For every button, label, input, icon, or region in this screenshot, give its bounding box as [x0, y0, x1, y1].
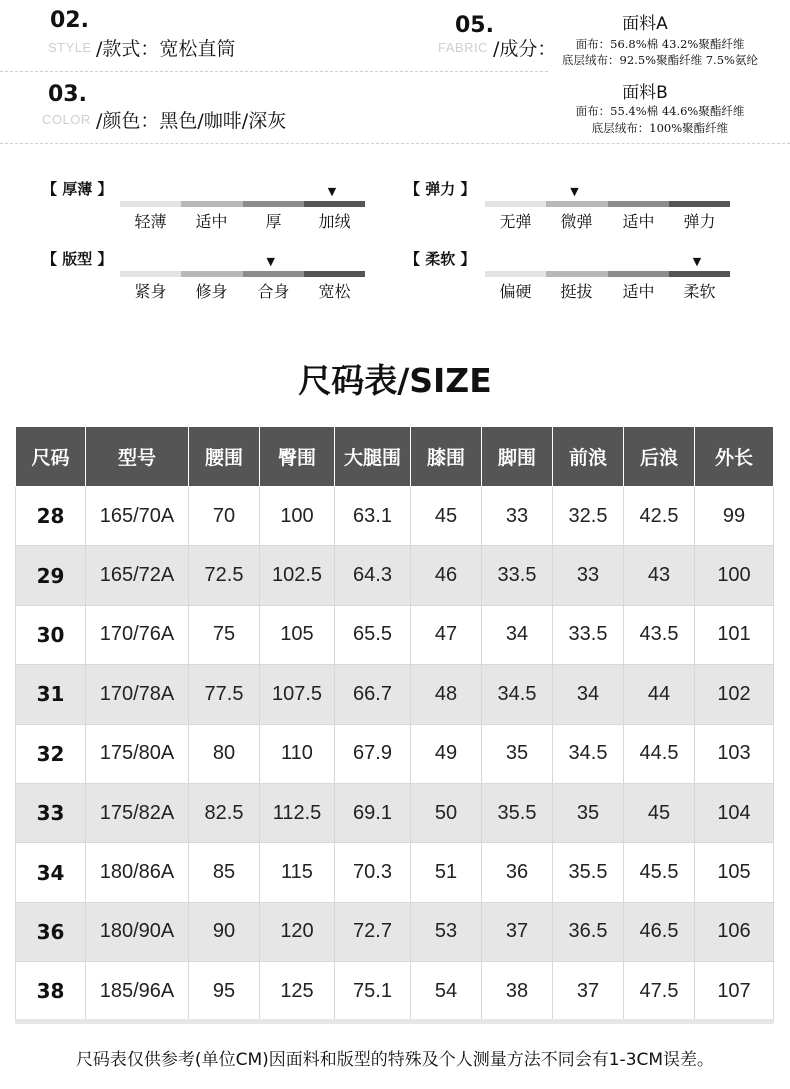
table-cell: 107.5: [260, 665, 335, 724]
size-cell: 28: [16, 487, 86, 546]
table-cell: 66.7: [335, 665, 411, 724]
table-cell: 35: [553, 783, 624, 842]
table-cell: 112.5: [260, 783, 335, 842]
table-cell: 47.5: [624, 962, 695, 1021]
table-body: [16, 487, 774, 1022]
marker-icon: ▼: [570, 185, 579, 198]
color-label: /颜色：黑色/咖啡/深灰: [96, 110, 287, 132]
divider: [0, 143, 790, 144]
size-cell: 29: [16, 546, 86, 605]
scale-segment: [608, 201, 669, 207]
table-cell: 165/72A: [86, 546, 189, 605]
table-row: [16, 546, 774, 605]
table-header-row: [16, 427, 774, 487]
table-cell: 70: [189, 487, 260, 546]
table-cell: 82.5: [189, 783, 260, 842]
scale-label: 微弹: [560, 212, 593, 231]
scale-segment: [181, 271, 242, 277]
scale-label: 修身: [195, 282, 228, 301]
scale-segment: [485, 201, 546, 207]
table-cell: 44: [624, 665, 695, 724]
table-cell: 67.9: [335, 724, 411, 783]
table-cell: 170/76A: [86, 605, 189, 664]
table-cell: 46.5: [624, 902, 695, 961]
scale-segment: [485, 271, 546, 277]
scale-label: 轻薄: [134, 212, 167, 231]
table-cell: 107: [695, 962, 774, 1021]
size-cell: 30: [16, 605, 86, 664]
table-cell: 180/90A: [86, 902, 189, 961]
table-cell: 106: [695, 902, 774, 961]
fabric-label: /成分：: [493, 38, 557, 60]
table-cell: 44.5: [624, 724, 695, 783]
table-cell: 77.5: [189, 665, 260, 724]
table-cell: 37: [553, 962, 624, 1021]
column-header: 膝围: [411, 427, 482, 487]
table-row: [16, 843, 774, 902]
table-bottom-band: [15, 1019, 773, 1024]
attr-scale: [485, 271, 730, 277]
column-header: 大腿围: [335, 427, 411, 487]
attr-name: 【 版型 】: [42, 250, 113, 268]
table-cell: 35.5: [482, 783, 553, 842]
table-cell: 65.5: [335, 605, 411, 664]
marker-icon: ▼: [266, 255, 275, 268]
table-cell: 110: [260, 724, 335, 783]
scale-segment: [243, 201, 304, 207]
fabric-b-title: 面料B: [622, 83, 668, 103]
table-cell: 34.5: [482, 665, 553, 724]
table-row: [16, 605, 774, 664]
size-chart-title: 尺码表/SIZE: [298, 361, 492, 400]
fabric-ghost-text: FABRIC: [438, 40, 488, 55]
size-table: [15, 426, 774, 1022]
table-cell: 53: [411, 902, 482, 961]
scale-label: 弹力: [683, 212, 716, 231]
column-header: 型号: [86, 427, 189, 487]
scale-segment: [608, 271, 669, 277]
size-cell: 32: [16, 724, 86, 783]
table-cell: 99: [695, 487, 774, 546]
fabric-b-line1: 面布：55.4%棉 44.6%聚酯纤维: [575, 104, 745, 118]
table-cell: 47: [411, 605, 482, 664]
scale-segment: [243, 271, 304, 277]
table-cell: 35: [482, 724, 553, 783]
style-ghost-text: STYLE: [48, 40, 92, 55]
table-cell: 95: [189, 962, 260, 1021]
table-cell: 100: [695, 546, 774, 605]
size-cell: 31: [16, 665, 86, 724]
table-cell: 45.5: [624, 843, 695, 902]
table-cell: 42.5: [624, 487, 695, 546]
size-cell: 38: [16, 962, 86, 1021]
size-cell: 34: [16, 843, 86, 902]
attr-name: 【 厚薄 】: [42, 180, 113, 198]
table-row: [16, 902, 774, 961]
table-cell: 37: [482, 902, 553, 961]
scale-segment: [669, 271, 730, 277]
table-cell: 33.5: [553, 605, 624, 664]
attr-scale: [120, 201, 365, 207]
marker-icon: ▼: [692, 255, 702, 268]
column-header: 后浪: [624, 427, 695, 487]
fabric-b-line2: 底层绒布：100%聚酯纤维: [591, 121, 729, 135]
table-cell: 43: [624, 546, 695, 605]
scale-label: 偏硬: [499, 282, 532, 301]
scale-label: 适中: [622, 212, 655, 231]
table-cell: 185/96A: [86, 962, 189, 1021]
attr-name: 【 柔软 】: [405, 250, 476, 268]
scale-label: 紧身: [134, 282, 167, 301]
table-cell: 72.5: [189, 546, 260, 605]
table-cell: 33.5: [482, 546, 553, 605]
table-cell: 100: [260, 487, 335, 546]
table-cell: 75.1: [335, 962, 411, 1021]
table-cell: 36: [482, 843, 553, 902]
table-cell: 70.3: [335, 843, 411, 902]
scale-label: 适中: [195, 212, 228, 231]
table-cell: 50: [411, 783, 482, 842]
scale-segment: [546, 271, 607, 277]
table-cell: 46: [411, 546, 482, 605]
table-cell: 105: [260, 605, 335, 664]
column-header: 腰围: [189, 427, 260, 487]
column-header: 臀围: [260, 427, 335, 487]
scale-label: 适中: [622, 282, 655, 301]
scale-segment: [120, 201, 181, 207]
scale-segment: [181, 201, 242, 207]
column-header: 外长: [695, 427, 774, 487]
table-cell: 180/86A: [86, 843, 189, 902]
table-cell: 115: [260, 843, 335, 902]
table-cell: 165/70A: [86, 487, 189, 546]
table-cell: 125: [260, 962, 335, 1021]
table-cell: 49: [411, 724, 482, 783]
column-header: 前浪: [553, 427, 624, 487]
table-cell: 69.1: [335, 783, 411, 842]
table-cell: 101: [695, 605, 774, 664]
color-number: 03.: [48, 82, 87, 107]
size-cell: 33: [16, 783, 86, 842]
table-cell: 43.5: [624, 605, 695, 664]
table-row: [16, 724, 774, 783]
table-cell: 85: [189, 843, 260, 902]
scale-label: 柔软: [683, 282, 716, 301]
table-cell: 45: [624, 783, 695, 842]
fabric-a-title: 面料A: [622, 14, 668, 34]
marker-icon: ▼: [327, 185, 337, 198]
table-cell: 64.3: [335, 546, 411, 605]
table-cell: 34: [482, 605, 553, 664]
table-cell: 105: [695, 843, 774, 902]
table-cell: 175/82A: [86, 783, 189, 842]
table-cell: 34.5: [553, 724, 624, 783]
attr-name: 【 弹力 】: [405, 180, 476, 198]
table-cell: 103: [695, 724, 774, 783]
divider: [0, 71, 548, 72]
column-header: 尺码: [16, 427, 86, 487]
scale-label: 加绒: [318, 212, 351, 231]
table-cell: 48: [411, 665, 482, 724]
scale-label: 挺拔: [560, 282, 593, 301]
scale-label: 宽松: [318, 282, 351, 301]
table-cell: 120: [260, 902, 335, 961]
table-cell: 36.5: [553, 902, 624, 961]
table-cell: 80: [189, 724, 260, 783]
table-row: [16, 962, 774, 1021]
attr-scale: [120, 271, 365, 277]
table-cell: 72.7: [335, 902, 411, 961]
fabric-number: 05.: [455, 13, 494, 38]
table-cell: 102.5: [260, 546, 335, 605]
table-cell: 33: [553, 546, 624, 605]
scale-segment: [669, 201, 730, 207]
fabric-a-line2: 底层绒布：92.5%聚酯纤维 7.5%氨纶: [562, 53, 758, 67]
scale-label: 合身: [257, 282, 290, 301]
footnote: 尺码表仅供参考(单位CM)因面料和版型的特殊及个人测量方法不同会有1-3CM误差。: [75, 1050, 715, 1070]
fabric-a-line1: 面布：56.8%棉 43.2%聚酯纤维: [575, 37, 745, 51]
style-label: /款式：宽松直筒: [96, 38, 236, 60]
attr-scale: [485, 201, 730, 207]
table-cell: 54: [411, 962, 482, 1021]
table-cell: 90: [189, 902, 260, 961]
style-number: 02.: [50, 8, 89, 33]
color-ghost-text: COLOR: [42, 112, 91, 127]
column-header: 脚围: [482, 427, 553, 487]
table-cell: 170/78A: [86, 665, 189, 724]
table-cell: 51: [411, 843, 482, 902]
scale-segment: [304, 201, 365, 207]
table-cell: 75: [189, 605, 260, 664]
table-row: [16, 487, 774, 546]
scale-segment: [120, 271, 181, 277]
size-cell: 36: [16, 902, 86, 961]
scale-label: 无弹: [499, 212, 532, 231]
scale-label: 厚: [265, 212, 282, 231]
table-row: [16, 783, 774, 842]
table-cell: 33: [482, 487, 553, 546]
table-cell: 34: [553, 665, 624, 724]
scale-segment: [546, 201, 607, 207]
table-cell: 35.5: [553, 843, 624, 902]
table-cell: 102: [695, 665, 774, 724]
scale-segment: [304, 271, 365, 277]
table-row: [16, 665, 774, 724]
table-cell: 175/80A: [86, 724, 189, 783]
table-cell: 32.5: [553, 487, 624, 546]
table-cell: 38: [482, 962, 553, 1021]
table-cell: 63.1: [335, 487, 411, 546]
table-cell: 104: [695, 783, 774, 842]
table-cell: 45: [411, 487, 482, 546]
